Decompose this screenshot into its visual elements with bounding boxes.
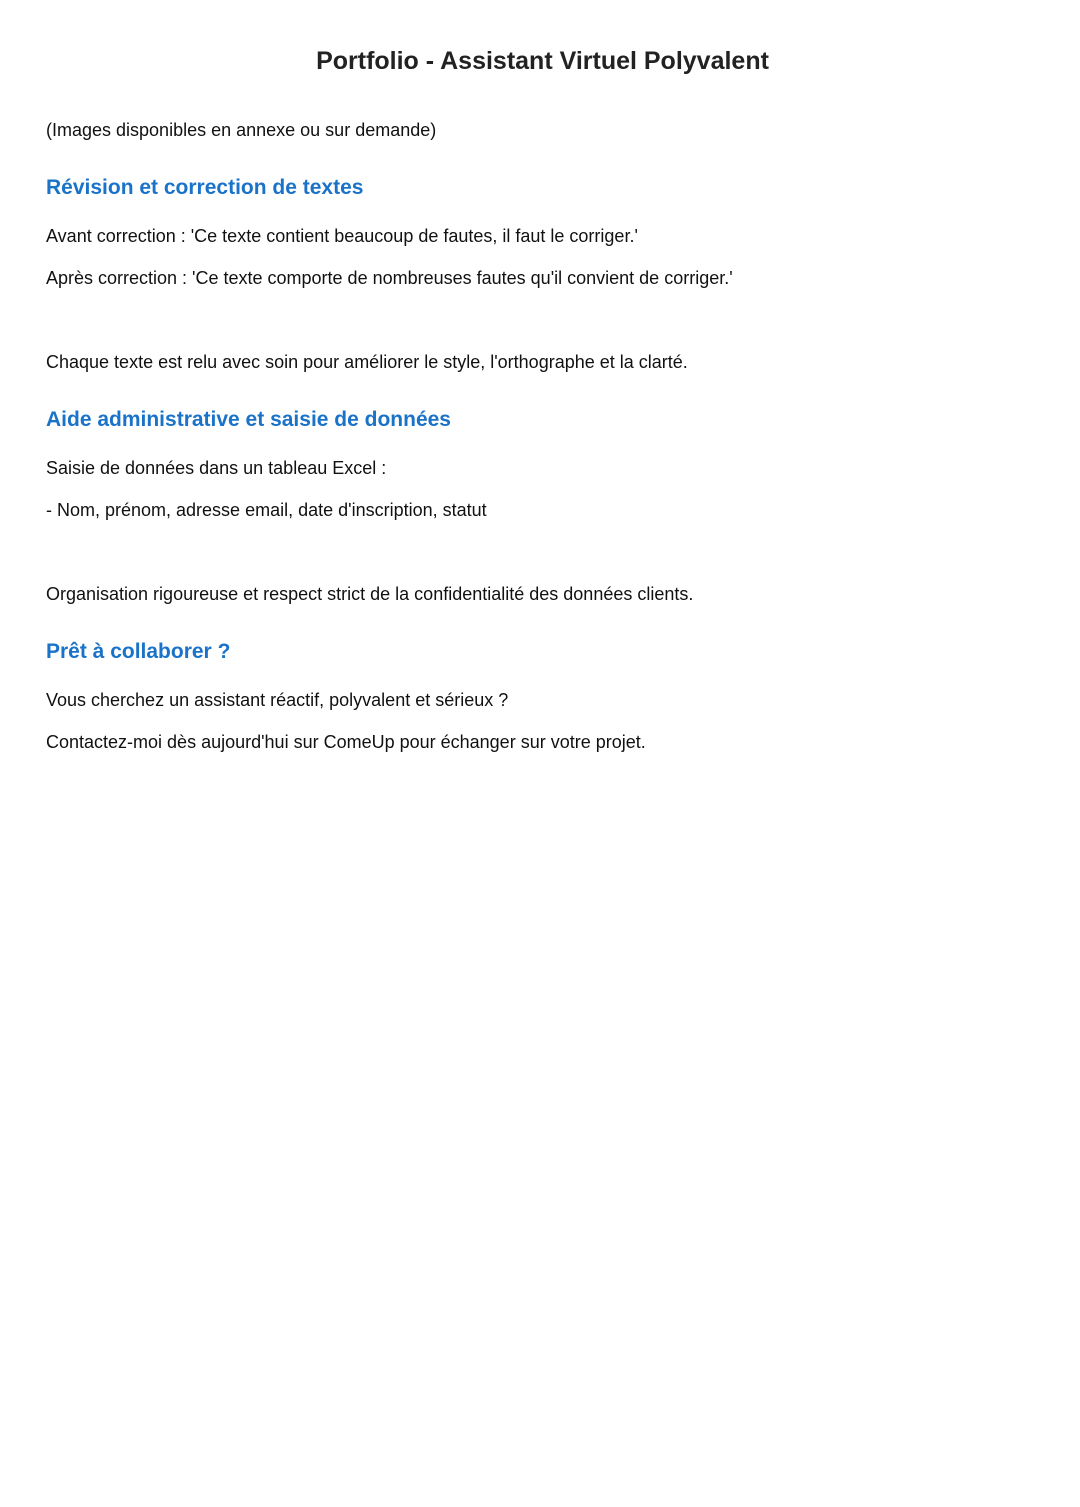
- section-line-after-correction: Après correction : 'Ce texte comporte de nombreuses fautes qu'il convient de corriger.': [46, 268, 733, 288]
- section-line-contact: Contactez-moi dès aujourd'hui sur ComeUp pour échanger sur votre projet.: [46, 732, 646, 752]
- section-heading-collaborate: Prêt à collaborer ?: [46, 640, 231, 663]
- section-line-confidentiality: Organisation rigoureuse et respect strict de la confidentialité des données clients.: [46, 584, 694, 604]
- section-heading-revision: Révision et correction de textes: [46, 176, 364, 199]
- section-line-before-correction: Avant correction : 'Ce texte contient beaucoup de fautes, il faut le corriger.': [46, 226, 638, 246]
- section-line-fields-list: - Nom, prénom, adresse email, date d'inscription, statut: [46, 500, 487, 520]
- images-note: (Images disponibles en annexe ou sur demande): [46, 120, 437, 140]
- section-heading-admin: Aide administrative et saisie de données: [46, 408, 451, 431]
- section-line-revision-summary: Chaque texte est relu avec soin pour améliorer le style, l'orthographe et la clarté.: [46, 352, 688, 372]
- section-line-question: Vous cherchez un assistant réactif, polyvalent et sérieux ?: [46, 690, 509, 710]
- document-title: Portfolio - Assistant Virtuel Polyvalent: [316, 47, 769, 75]
- section-line-excel-entry: Saisie de données dans un tableau Excel :: [46, 458, 387, 478]
